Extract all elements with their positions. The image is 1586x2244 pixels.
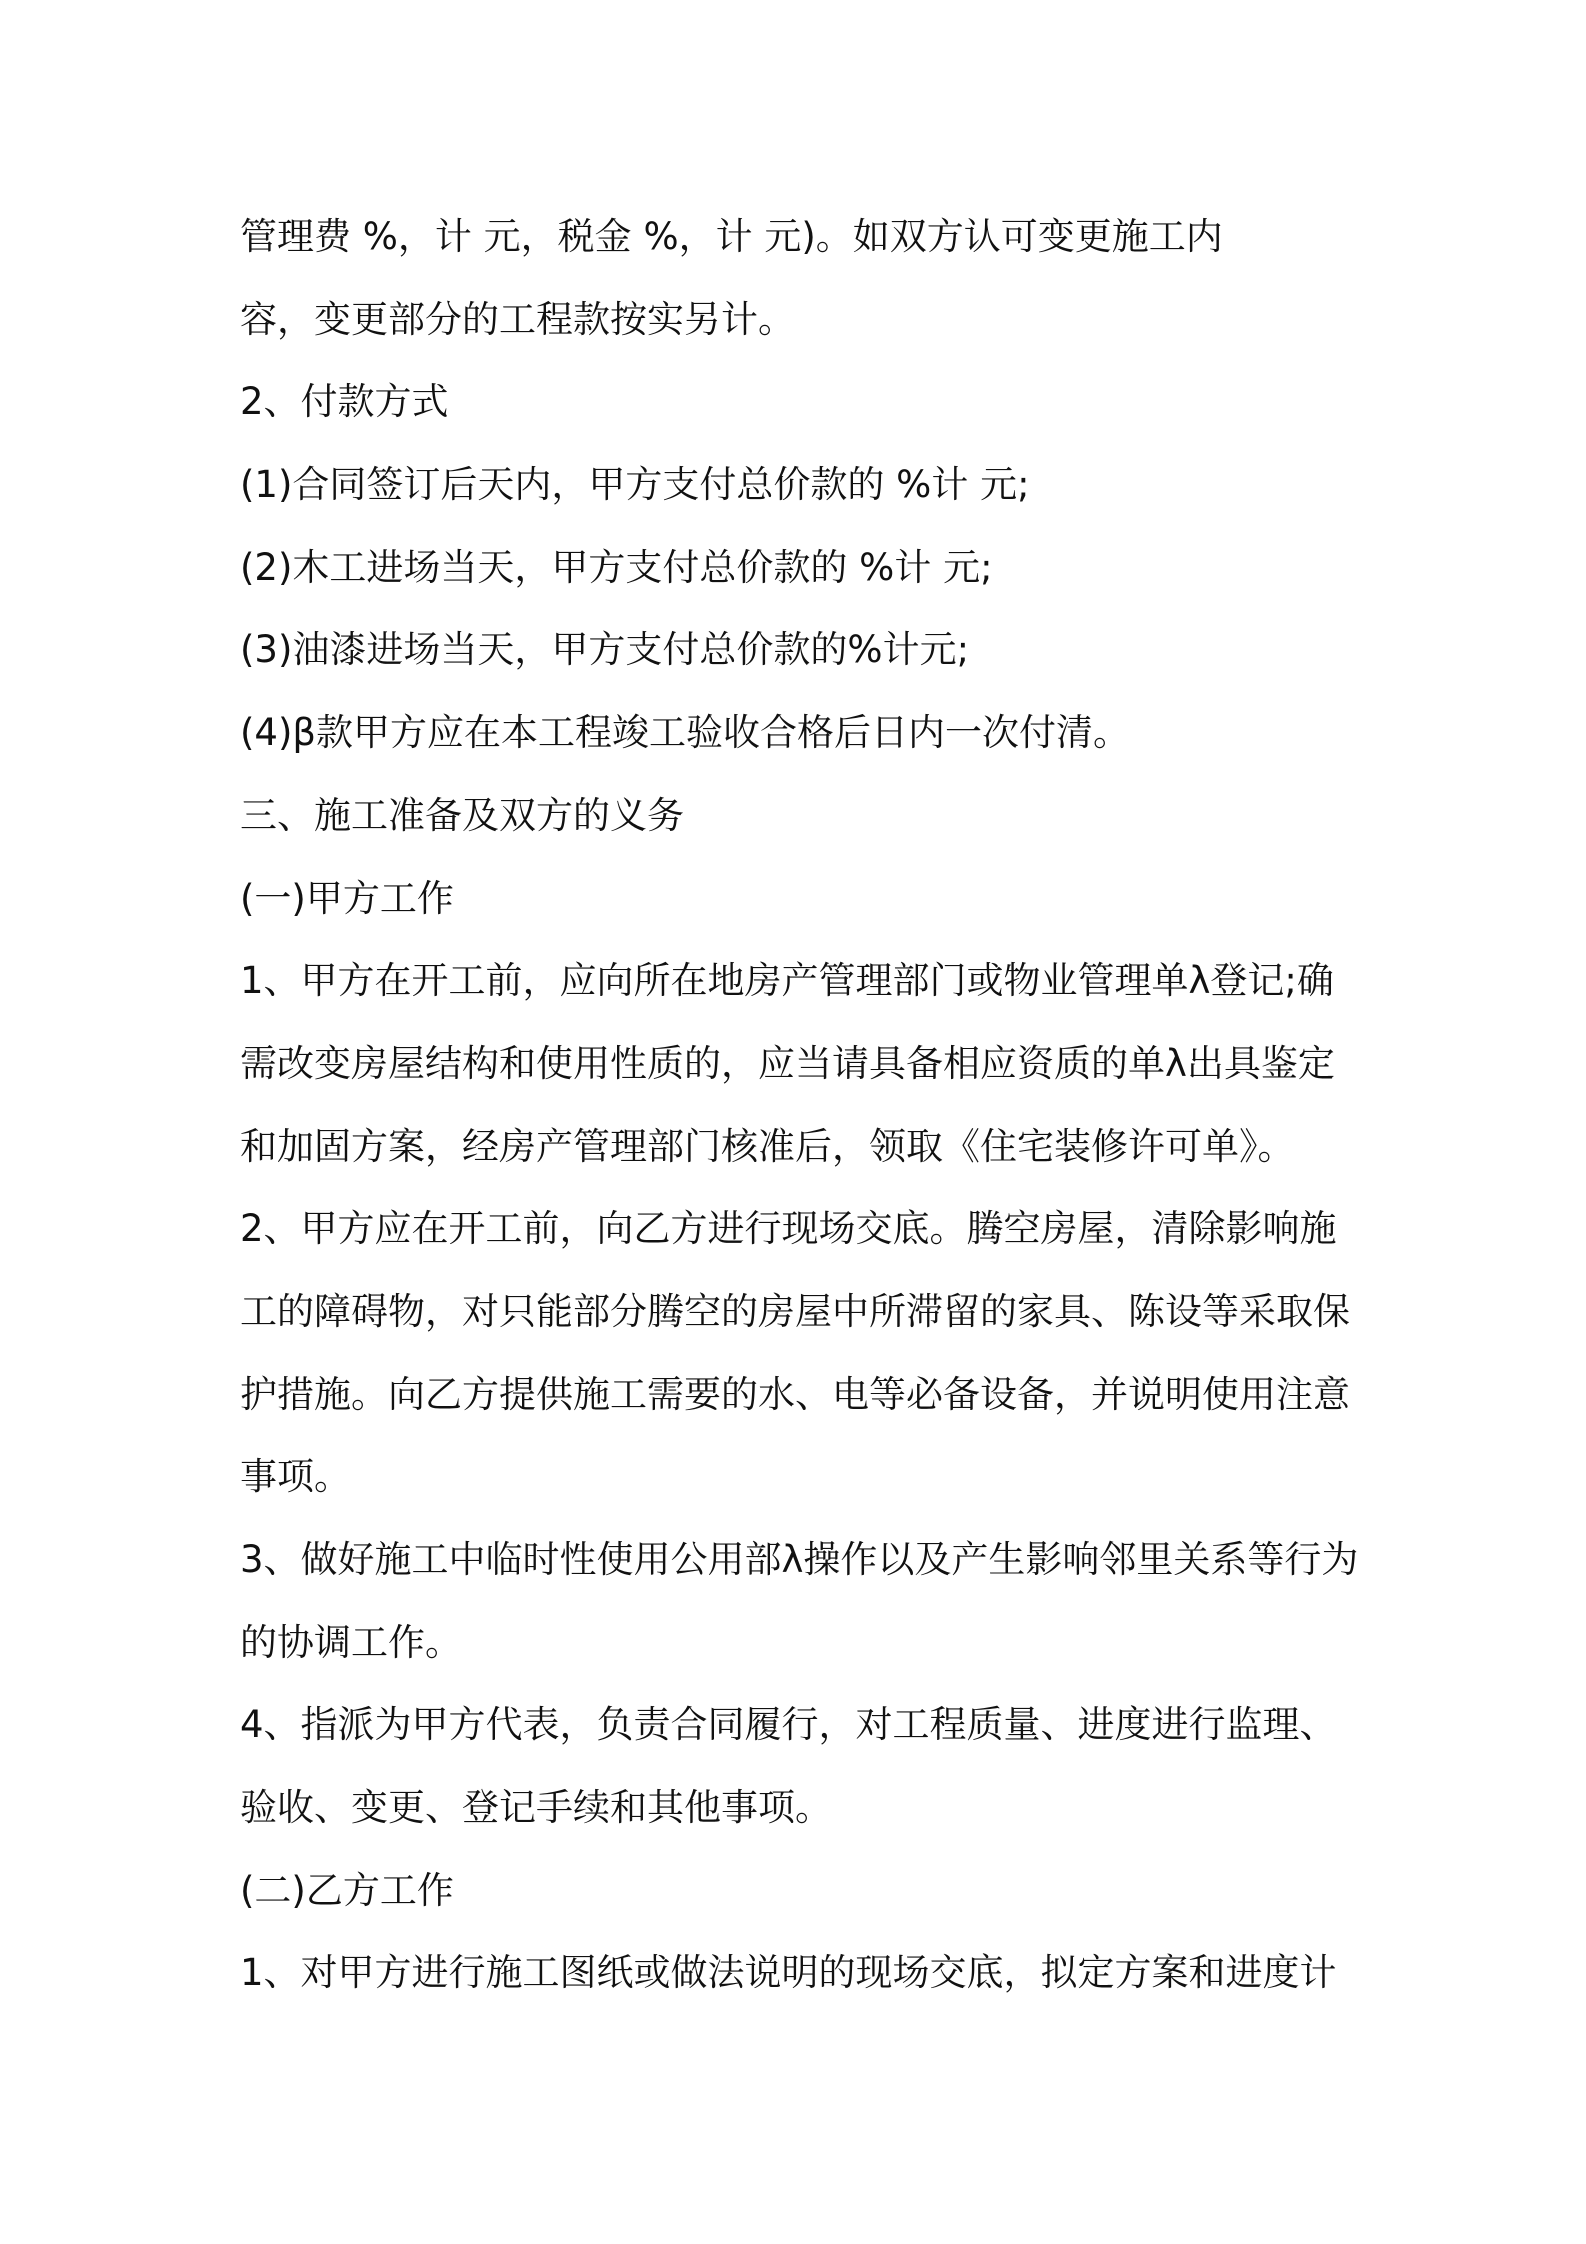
text-line: 4、指派为甲方代表，负责合同履行，对工程质量、进度进行监理、	[240, 1703, 1337, 1747]
text-line: 事项。	[240, 1455, 351, 1499]
text-line: 1、对甲方进行施工图纸或做法说明的现场交底，拟定方案和进度计	[240, 1951, 1337, 1995]
text-line: 1、甲方在开工前，应向所在地房产管理部门或物业管理单λ登记;确	[240, 959, 1334, 1003]
text-line: 3、做好施工中临时性使用公用部λ操作以及产生影响邻里关系等行为	[240, 1538, 1359, 1581]
subsection-heading: (二)乙方工作	[240, 1868, 454, 1912]
text-line: 和加固方案，经房产管理部门核准后，领取《住宅装修许可单》。	[240, 1124, 1295, 1168]
text-line: 管理费 %，计 元，税金 %，计 元)。如双方认可变更施工内	[240, 215, 1223, 258]
text-line: 护措施。向乙方提供施工需要的水、电等必备设备，并说明使用注意	[240, 1372, 1350, 1416]
text-line: (1)合同签订后天内，甲方支付总价款的 %计 元;	[240, 463, 1030, 507]
section-heading: 2、付款方式	[240, 380, 449, 424]
text-line: 的协调工作。	[240, 1620, 462, 1664]
text-line: 需改变房屋结构和使用性质的，应当请具备相应资质的单λ出具鉴定	[240, 1041, 1335, 1085]
text-line: (2)木工进场当天，甲方支付总价款的 %计 元;	[240, 545, 993, 589]
text-line: (4)β款甲方应在本工程竣工验收合格后日内一次付清。	[240, 711, 1131, 755]
text-line: (3)油漆进场当天，甲方支付总价款的%计元;	[240, 628, 970, 672]
subsection-heading: (一)甲方工作	[240, 876, 454, 920]
section-heading: 三、施工准备及双方的义务	[240, 793, 684, 837]
text-line: 工的障碍物，对只能部分腾空的房屋中所滞留的家具、陈设等采取保	[240, 1289, 1350, 1333]
text-line: 2、甲方应在开工前，向乙方进行现场交底。腾空房屋，清除影响施	[240, 1207, 1337, 1251]
text-line: 验收、变更、登记手续和其他事项。	[240, 1786, 832, 1830]
document-body	[240, 196, 1370, 2015]
text-line: 容，变更部分的工程款按实另计。	[240, 297, 795, 341]
